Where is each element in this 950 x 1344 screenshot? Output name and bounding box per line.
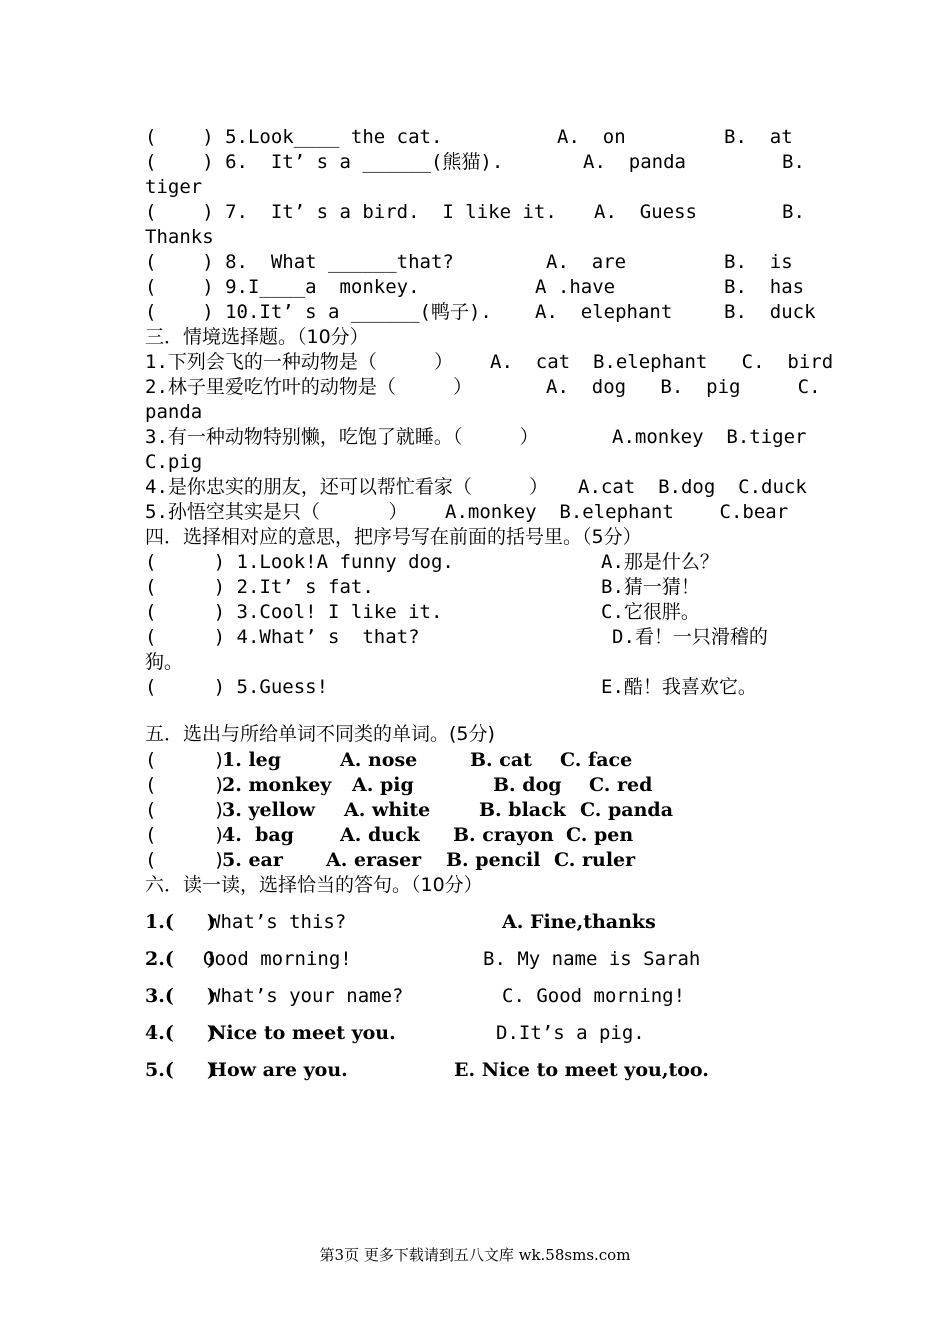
- question-line: ( ) 5. ear A. eraser B. pencil C. ruler: [145, 849, 636, 871]
- question-line: 4.( ) Nice to meet you. D.It’s a pig.: [145, 1022, 645, 1044]
- section-5-title: 五．选出与所给单词不同类的单词。(5分): [145, 723, 495, 745]
- question-line: ( ) 4. bag A. duck B. crayon C. pen: [145, 824, 634, 846]
- question-line: panda: [145, 401, 203, 423]
- question-line: ( ) 3.Cool! I like it. C.它很胖。: [145, 601, 700, 623]
- question-line: 5.( ) How are you. E. Nice to meet you,too.: [145, 1059, 709, 1081]
- question-line: ( ) 5.Look____ the cat. A. on B. at: [145, 126, 793, 148]
- question-line: tiger: [145, 176, 203, 198]
- section-6-title: 六．读一读，选择恰当的答句。（10分）: [145, 874, 483, 896]
- question-line: ( ) 3. yellow A. white B. black C. panda: [145, 799, 674, 821]
- question-line: ( ) 6. It’ s a ______(熊猫). A. panda B.: [145, 151, 805, 173]
- question-line: ( ) 8. What ______that? A. are B. is: [145, 251, 793, 273]
- question-line: 3.( ) What’s your name? C. Good morning!: [145, 985, 686, 1007]
- question-line: ( ) 2. monkey A. pig B. dog C. red: [145, 774, 653, 796]
- section-4-title: 四．选择相对应的意思，把序号写在前面的括号里。（5分）: [145, 526, 642, 548]
- section-3-title: 三．情境选择题。（10分）: [145, 326, 369, 348]
- question-line: ( ) 9.I____a monkey. A .have B. has: [145, 276, 805, 298]
- question-line: C.pig: [145, 451, 203, 473]
- question-line: ( ) 1. leg A. nose B. cat C. face: [145, 749, 633, 771]
- question-line: 1.( ) What’s this? A. Fine,thanks: [145, 911, 656, 933]
- question-line: ( ) 1.Look!A funny dog. A.那是什么？: [145, 551, 719, 573]
- question-line: 5.孙悟空其实是只（ ） A.monkey B.elephant C.bear: [145, 501, 789, 523]
- question-line: ( ) 2.It’ s fat. B.猜一猜！: [145, 576, 700, 598]
- question-line: 2.林子里爱吃竹叶的动物是（ ） A. dog B. pig C.: [145, 376, 821, 398]
- question-line: ( ) 5.Guess! E.酷！我喜欢它。: [145, 676, 757, 698]
- question-line: 1.下列会飞的一种动物是（ ） A. cat B.elephant C. bird: [145, 351, 834, 373]
- question-line: Thanks: [145, 226, 214, 248]
- question-line: 4.是你忠实的朋友，还可以帮忙看家（ ） A.cat B.dog C.duck: [145, 476, 807, 498]
- question-line: 3.有一种动物特别懒，吃饱了就睡。（ ） A.monkey B.tiger: [145, 426, 807, 448]
- question-line: 2.( ) Good morning! B. My name is Sarah: [145, 948, 701, 970]
- page-footer: 第3页 更多下载请到五八文库 wk.58sms.com: [319, 1246, 631, 1264]
- question-line: ( ) 10.It’ s a ______(鸭子). A. elephant B. duck: [145, 301, 816, 323]
- question-line: ( ) 7. It’ s a bird. I like it. A. Guess B.: [145, 201, 805, 223]
- question-line: ( ) 4.What’ s that? D.看！一只滑稽的: [145, 626, 768, 648]
- question-line: 狗。: [145, 651, 184, 673]
